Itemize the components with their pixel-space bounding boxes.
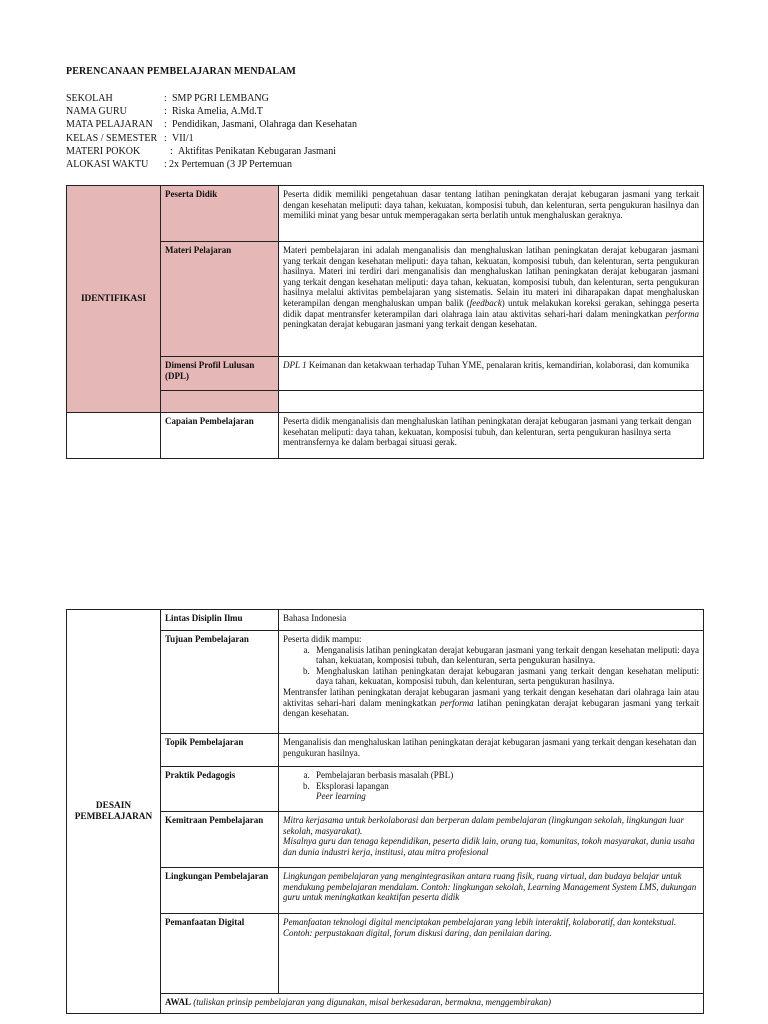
info-value: Aktifitas Penikatan Kebugaran Jasmani (178, 145, 337, 157)
label-praktik: Praktik Pedagogis (161, 767, 279, 812)
praktik-extra: Peer learning (316, 791, 366, 802)
label-lingkungan: Lingkungan Pembelajaran (161, 868, 279, 914)
label-topik: Topik Pembelajaran (161, 734, 279, 767)
tujuan-content (279, 631, 704, 734)
awal-label: AWAL (165, 997, 192, 1007)
dimensi-profil-text (279, 357, 704, 391)
empty-content-cell (279, 391, 704, 413)
info-colon: : (164, 93, 167, 104)
tujuan-intro: Peserta didik mampu: (283, 634, 362, 644)
info-colon: : (164, 159, 167, 171)
info-colon: : (164, 132, 167, 144)
info-colon: : (170, 145, 173, 157)
label-digital: Pemanfaatan Digital (161, 914, 279, 994)
text-run-italic: performa (665, 308, 699, 319)
text-run-italic: performa (440, 697, 474, 708)
identifikasi-table (66, 185, 704, 459)
text-run: Materi pembelajaran ini adalah menganalisis dan menghaluskan latihan peningkatan derajat kebugaran jasmani yang terkait dengan kesehatan meliputi: daya tahan, kekuatan, komposisi tubuh, dan kelenturan, serta pengukuran hasilnya. Materi ini terdiri dari menganalisis dan menghaluskan latihan peningkatan derajat kebugaran jasmani yang terkait dengan kesehatan meliputi: daya tahan, kekuatan, komposisi tubuh, dan kelenturan, serta pengukuran hasilnya melalui aktivitas pembelajaran yang sistematis. Selain itu materi ini diharapakan dapat menghaluskan keterampilan dengan menghaluskan umpan balik ( (283, 245, 699, 308)
capaian-text: Peserta didik menganalisis dan menghaluskan latihan peningkatan derajat kebugaran jasmani yang terkait dengan kesehatan meliputi: daya tahan, kekuatan, komposisi tubuh, dan kelenturan, serta pengukuran hasilnya serta mentransfernya ke dalam berbagai situasi gerak. (279, 413, 704, 459)
tujuan-outro (283, 687, 699, 719)
kemitraan-text-1: Mitra kerjasama untuk berkolaborasi dan berperan dalam pembelajaran (lingkungan sekolah, lingkungan luar sekolah, masyarakat). (283, 815, 684, 836)
awal-row (161, 994, 704, 1014)
info-row-school (66, 92, 357, 105)
list-item: b. Eksplorasi lapangan (312, 781, 699, 792)
info-colon: : (164, 106, 167, 118)
text-run: ) untuk melakukan koreksi gerakan, sehingga peserta didik dapat mentransfer keterampilan dari olahraga lain atau aktivitas sehari-hari dalam meningkatkan (283, 297, 699, 319)
list-item: a. Menganalisis latihan peningkatan derajat kebugaran jasmani yang terkait dengan kesehatan meliputi: daya tahan, kekuatan, komposisi tubuh, dan kelenturan, serta pengukuran hasilnya. (312, 645, 699, 666)
kemitraan-content (279, 812, 704, 868)
info-key: ALOKASI WAKTU (66, 159, 149, 171)
info-key: MATA PELAJARAN (66, 119, 153, 131)
info-colon: : (164, 119, 167, 131)
info-value: Pendidikan, Jasmani, Olahraga dan Kesehatan (172, 119, 357, 131)
text-run: latihan peningkatan derajat kebugaran jasmani yang terkait dengan kesehatan. (283, 697, 699, 719)
info-value: SMP PGRI LEMBANG (172, 93, 269, 104)
text-run: Keimanan dan ketakwaan terhadap Tuhan YME, penalaran kritis, kemandirian, kolaborasi, dan komunika (306, 360, 690, 370)
info-key: KELAS / SEMESTER (66, 132, 158, 144)
kemitraan-text-2: Misalnya guru dan tenaga kependidikan, peserta didik lain, orang tua, komunitas, tokoh masyarakat, dunia usaha dan dunia industri kerja, institusi, atau mitra profesional (283, 836, 695, 857)
label-capaian: Capaian Pembelajaran (161, 413, 279, 459)
text-run-italic: DPL 1 (283, 360, 307, 370)
info-key: MATERI POKOK (66, 145, 141, 157)
desain-table (66, 609, 704, 1014)
topik-text: Menganalisis dan menghaluskan latihan peningkatan derajat kebugaran jasmani yang terkait dengan kesehatan dan pengukuran hasilnya. (279, 734, 704, 767)
label-materi-pelajaran: Materi Pelajaran (161, 242, 279, 357)
lingkungan-text: Lingkungan pembelajaran yang mengintegrasikan antara ruang fisik, ruang virtual, dan budaya belajar untuk mendukung pembelajaran mendalam. Contoh: lingkungan sekolah, Learning Management System LMS, dukungan guru untuk meningkatkan keaktifan peserta didik (279, 868, 704, 914)
empty-section-cell (67, 413, 161, 459)
tujuan-list (283, 645, 699, 687)
identity-block (66, 92, 357, 171)
info-row-time (66, 158, 357, 171)
peserta-didik-text: Peserta didik memiliki pengetahuan dasar tentang latihan peningkatan derajat kebugaran jasmani yang terkait dengan kesehatan meliputi: daya tahan, kekuatan, komposisi tubuh, dan kelenturan, serta pengukuran hasilnya dan memiliki minat yang besar untuk memperagakan serta berlatih untuk menghaluskan geraknya. (279, 186, 704, 242)
section-desain: DESAIN PEMBELAJARAN (67, 610, 161, 1014)
info-row-teacher (66, 105, 357, 118)
awal-text: (tuliskan prinsip pembelajaran yang digunakan, misal berkesadaran, bermakna, menggembirakan) (191, 997, 551, 1007)
info-key: NAMA GURU (66, 106, 127, 118)
list-item: a. Pembelajaran berbasis masalah (PBL) (312, 770, 699, 781)
info-value: VII/1 (172, 132, 194, 144)
digital-text: Pemanfaatan teknologi digital menciptakan pembelajaran yang lebih interaktif, kolaboratif, dan kontekstual. Contoh: perpustakaan digital, forum diskusi daring, dan penilaian daring. (279, 914, 704, 994)
empty-label-cell (161, 391, 279, 413)
text-run: peningkatan derajat kebugaran jasmani yang terkait dengan kesehatan. (283, 319, 537, 330)
label-kemitraan: Kemitraan Pembelajaran (161, 812, 279, 868)
label-peserta-didik: Peserta Didik (161, 186, 279, 242)
info-key: SEKOLAH (66, 93, 113, 104)
section-identifikasi: IDENTIFIKASI (67, 186, 161, 413)
label-lintas-disiplin: Lintas Disiplin Ilmu (161, 610, 279, 631)
document-title: PERENCANAAN PEMBELAJARAN MENDALAM (66, 66, 296, 77)
info-value: 2x Pertemuan (3 JP Pertemuan (169, 159, 292, 171)
info-row-subject (66, 118, 357, 131)
label-tujuan: Tujuan Pembelajaran (161, 631, 279, 734)
label-dimensi-profil: Dimensi Profil Lulusan (DPL) (161, 357, 279, 391)
text-run-italic: feedback (469, 297, 502, 308)
text-run: Mentransfer latihan peningkatan derajat kebugaran jasmani yang terkait dengan kesehatan dari olahraga lain atau aktivitas sehari-hari dalam meningkatkan (283, 686, 699, 708)
list-item: b. Menghaluskan latihan peningkatan derajat kebugaran jasmani yang terkait dengan kesehatan meliputi: daya tahan, kekuatan, komposisi tubuh, dan kelenturan, serta pengukuran hasilnya. (312, 666, 699, 687)
praktik-content (279, 767, 704, 812)
materi-pelajaran-text (279, 242, 704, 357)
info-row-class (66, 132, 357, 145)
lintas-disiplin-text: Bahasa Indonesia (279, 610, 704, 631)
info-row-topic (66, 145, 357, 158)
info-value: Riska Amelia, A.Md.T (172, 106, 263, 118)
praktik-list (283, 770, 699, 791)
